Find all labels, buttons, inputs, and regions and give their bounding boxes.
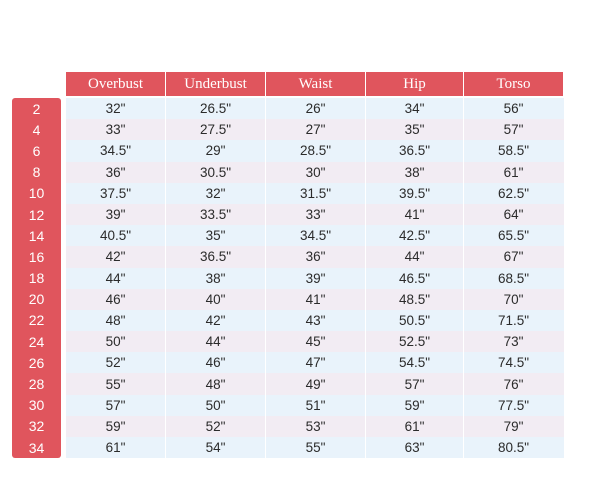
measurement-cell-overbust: 52" [66, 352, 166, 373]
measurement-cell-torso: 79" [503, 418, 524, 434]
size-label: 8 [32, 164, 41, 181]
measurement-cell-underbust: 52" [166, 416, 266, 437]
measurement-cell-hip: 46.5" [366, 268, 464, 289]
measurement-cell-hip: 38" [366, 162, 464, 183]
table-row [66, 268, 564, 289]
measurement-cell-underbust: 54" [166, 437, 266, 458]
size-label: 4 [32, 121, 41, 138]
measurement-cell-waist: 28.5" [266, 140, 366, 161]
measurement-cell-overbust: 32" [66, 98, 166, 119]
measurement-cell-torso: 57" [503, 122, 524, 138]
measurement-cell-hip: 50.5" [366, 310, 464, 331]
table-row [66, 98, 564, 119]
measurement-cell-underbust: 50" [166, 395, 266, 416]
measurement-cell-torso: 73" [503, 334, 524, 350]
measurement-cell-torso: 77.5" [497, 397, 530, 413]
measurement-cell-hip: 35" [366, 119, 464, 140]
measurement-cell-underbust: 26.5" [166, 98, 266, 119]
table-row [66, 246, 564, 267]
measurement-cell-overbust: 50" [66, 331, 166, 352]
table-row [66, 183, 564, 204]
measurement-cell-waist: 49" [266, 373, 366, 394]
measurement-cell-waist: 45" [266, 331, 366, 352]
measurement-cell-underbust: 40" [166, 289, 266, 310]
measurement-cell-overbust: 57" [66, 395, 166, 416]
size-label: 24 [28, 333, 45, 350]
measurement-cell-overbust: 40.5" [66, 225, 166, 246]
measurement-cell-waist: 33" [266, 204, 366, 225]
measurement-cell-waist: 34.5" [266, 225, 366, 246]
measurement-cell-torso: 80.5" [497, 440, 530, 456]
measurement-cell-hip: 44" [366, 246, 464, 267]
table-row [66, 289, 564, 310]
size-label: 26 [28, 354, 45, 371]
measurement-cell-torso: 74.5" [497, 355, 530, 371]
size-label: 30 [28, 397, 45, 414]
table-row [66, 331, 564, 352]
size-label: 28 [28, 376, 45, 393]
column-header-waist: Waist [266, 72, 366, 96]
measurement-cell-hip: 52.5" [366, 331, 464, 352]
measurement-cell-waist: 47" [266, 352, 366, 373]
measurement-cell-waist: 30" [266, 162, 366, 183]
measurement-cell-underbust: 29" [166, 140, 266, 161]
size-label: 34 [28, 439, 45, 456]
table-row [66, 395, 564, 416]
measurement-cell-waist: 36" [266, 246, 366, 267]
measurement-cell-overbust: 55" [66, 373, 166, 394]
measurement-cell-hip: 36.5" [366, 140, 464, 161]
measurement-cell-torso: 56" [503, 101, 524, 117]
size-label: 20 [28, 291, 45, 308]
measurement-cell-underbust: 36.5" [166, 246, 266, 267]
measurement-grid [66, 98, 564, 458]
size-label: 22 [28, 312, 45, 329]
table-row [66, 204, 564, 225]
table-row [66, 119, 564, 140]
size-label: 12 [28, 206, 45, 223]
measurement-cell-torso: 71.5" [497, 312, 530, 328]
measurement-cell-overbust: 59" [66, 416, 166, 437]
measurement-cell-torso: 58.5" [497, 143, 530, 159]
measurement-cell-hip: 57" [366, 373, 464, 394]
measurement-cell-hip: 61" [366, 416, 464, 437]
header-row [66, 72, 564, 96]
size-label: 10 [28, 185, 45, 202]
size-label: 16 [28, 248, 45, 265]
measurement-cell-overbust: 36" [66, 162, 166, 183]
measurement-cell-overbust: 39" [66, 204, 166, 225]
measurement-cell-torso: 65.5" [497, 228, 530, 244]
measurement-cell-hip: 48.5" [366, 289, 464, 310]
table-row [66, 437, 564, 458]
measurement-cell-overbust: 44" [66, 268, 166, 289]
size-label: 18 [28, 270, 45, 287]
column-header-torso: Torso [464, 72, 563, 96]
measurement-cell-waist: 53" [266, 416, 366, 437]
measurement-cell-waist: 31.5" [266, 183, 366, 204]
column-header-hip: Hip [366, 72, 464, 96]
measurement-cell-hip: 41" [366, 204, 464, 225]
measurement-cell-waist: 55" [266, 437, 366, 458]
measurement-cell-torso: 70" [503, 291, 524, 307]
measurement-cell-overbust: 34.5" [66, 140, 166, 161]
measurement-cell-underbust: 27.5" [166, 119, 266, 140]
measurement-cell-waist: 26" [266, 98, 366, 119]
measurement-cell-overbust: 46" [66, 289, 166, 310]
measurement-cell-overbust: 42" [66, 246, 166, 267]
column-header-overbust: Overbust [66, 72, 166, 96]
measurement-cell-overbust: 37.5" [66, 183, 166, 204]
measurement-cell-overbust: 33" [66, 119, 166, 140]
measurement-cell-waist: 39" [266, 268, 366, 289]
measurement-cell-hip: 42.5" [366, 225, 464, 246]
measurement-cell-waist: 41" [266, 289, 366, 310]
measurement-cell-underbust: 35" [166, 225, 266, 246]
measurement-cell-hip: 39.5" [366, 183, 464, 204]
measurement-cell-underbust: 48" [166, 373, 266, 394]
measurement-cell-torso: 76" [503, 376, 524, 392]
size-column [12, 98, 61, 458]
table-row [66, 140, 564, 161]
measurement-cell-torso: 61" [503, 164, 524, 180]
measurement-cell-waist: 51" [266, 395, 366, 416]
size-label: 2 [32, 100, 41, 117]
measurement-cell-underbust: 33.5" [166, 204, 266, 225]
measurement-cell-underbust: 30.5" [166, 162, 266, 183]
size-label: 14 [28, 227, 45, 244]
measurement-cell-hip: 59" [366, 395, 464, 416]
measurement-cell-waist: 27" [266, 119, 366, 140]
table-row [66, 416, 564, 437]
measurement-cell-underbust: 46" [166, 352, 266, 373]
measurement-cell-underbust: 32" [166, 183, 266, 204]
measurement-cell-underbust: 44" [166, 331, 266, 352]
measurement-cell-torso: 67" [503, 249, 524, 265]
measurement-cell-torso: 62.5" [497, 185, 530, 201]
measurement-cell-waist: 43" [266, 310, 366, 331]
measurement-cell-overbust: 48" [66, 310, 166, 331]
size-chart-table [12, 72, 564, 458]
table-row [66, 225, 564, 246]
table-row [66, 162, 564, 183]
table-row [66, 373, 564, 394]
size-label: 6 [32, 142, 41, 159]
measurement-cell-overbust: 61" [66, 437, 166, 458]
measurement-cell-underbust: 42" [166, 310, 266, 331]
measurement-cell-hip: 54.5" [366, 352, 464, 373]
measurement-cell-torso: 64" [503, 207, 524, 223]
measurement-cell-hip: 34" [366, 98, 464, 119]
column-header-underbust: Underbust [166, 72, 266, 96]
measurement-cell-underbust: 38" [166, 268, 266, 289]
size-label: 32 [28, 418, 45, 435]
measurement-cell-torso: 68.5" [497, 270, 530, 286]
measurement-cell-hip: 63" [366, 437, 464, 458]
table-row [66, 310, 564, 331]
table-row [66, 352, 564, 373]
table-body [12, 98, 564, 458]
